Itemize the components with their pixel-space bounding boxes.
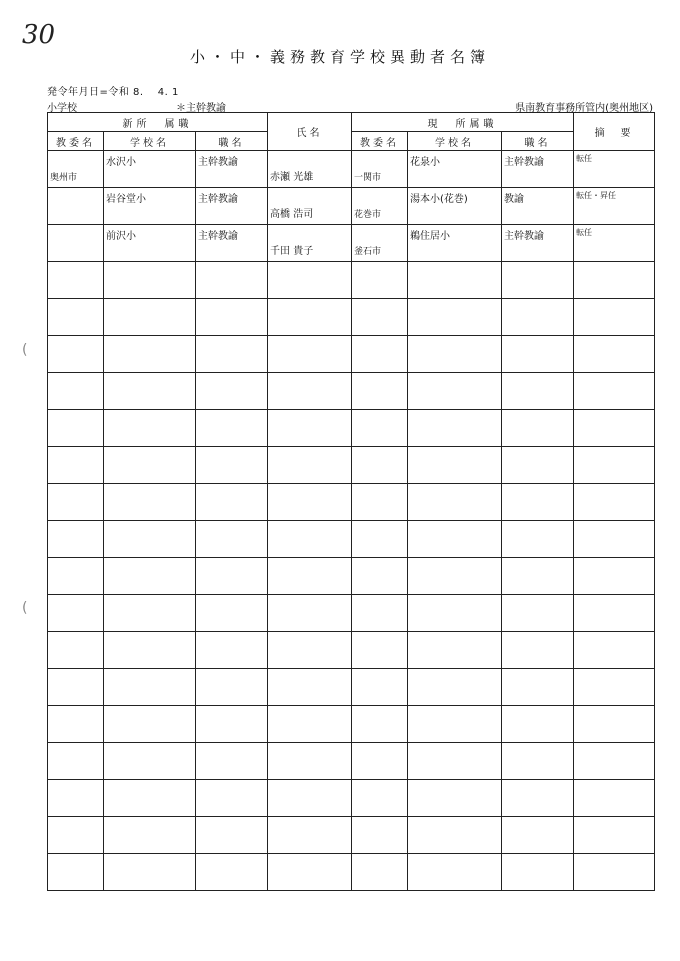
empty-cell xyxy=(408,743,502,780)
empty-cell xyxy=(502,262,574,299)
empty-cell xyxy=(352,558,408,595)
empty-cell xyxy=(408,410,502,447)
current-board-cell: 釜石市 xyxy=(352,225,408,262)
empty-cell xyxy=(196,521,268,558)
empty-cell xyxy=(104,336,196,373)
new-board-cell xyxy=(48,188,104,225)
empty-cell xyxy=(48,632,104,669)
empty-cell xyxy=(408,854,502,891)
empty-cell xyxy=(104,484,196,521)
empty-cell xyxy=(574,817,655,854)
document-title: 小・中・義務教育学校異動者名簿 xyxy=(189,48,490,66)
header-current-affiliation: 現 所属職 xyxy=(352,113,574,132)
new-position-cell: 主幹教諭 xyxy=(196,225,268,262)
empty-cell xyxy=(48,447,104,484)
empty-cell xyxy=(352,817,408,854)
empty-row xyxy=(48,632,655,669)
empty-cell xyxy=(352,299,408,336)
empty-cell xyxy=(104,262,196,299)
empty-cell xyxy=(104,447,196,484)
current-school-cell: 花泉小 xyxy=(408,151,502,188)
empty-cell xyxy=(48,410,104,447)
empty-cell xyxy=(196,854,268,891)
empty-cell xyxy=(268,262,352,299)
empty-cell xyxy=(352,410,408,447)
empty-cell xyxy=(268,817,352,854)
empty-cell xyxy=(408,595,502,632)
empty-cell xyxy=(104,558,196,595)
new-position-cell: 主幹教諭 xyxy=(196,188,268,225)
empty-cell xyxy=(502,817,574,854)
empty-cell xyxy=(408,299,502,336)
empty-cell xyxy=(502,336,574,373)
current-board-cell: 花巻市 xyxy=(352,188,408,225)
empty-cell xyxy=(268,373,352,410)
empty-cell xyxy=(502,521,574,558)
empty-cell xyxy=(196,558,268,595)
issue-date: 発令年月日=令和 8. 4. 1 xyxy=(47,87,179,98)
header-remarks: 摘 要 xyxy=(574,113,655,151)
empty-row xyxy=(48,521,655,558)
empty-cell xyxy=(196,484,268,521)
empty-cell xyxy=(48,373,104,410)
current-position-cell: 主幹教諭 xyxy=(502,225,574,262)
current-position-cell: 主幹教諭 xyxy=(502,151,574,188)
empty-cell xyxy=(196,632,268,669)
new-position-cell: 主幹教諭 xyxy=(196,151,268,188)
empty-cell xyxy=(196,336,268,373)
empty-cell xyxy=(48,780,104,817)
empty-cell xyxy=(268,706,352,743)
empty-cell xyxy=(104,706,196,743)
empty-cell xyxy=(196,262,268,299)
empty-cell xyxy=(48,669,104,706)
empty-row xyxy=(48,669,655,706)
transfer-roster-table xyxy=(47,112,655,891)
current-position-cell: 教諭 xyxy=(502,188,574,225)
empty-cell xyxy=(48,595,104,632)
empty-row xyxy=(48,410,655,447)
empty-row xyxy=(48,780,655,817)
new-school-cell: 前沢小 xyxy=(104,225,196,262)
empty-cell xyxy=(196,299,268,336)
empty-cell xyxy=(574,373,655,410)
header-new-position: 職名 xyxy=(196,132,268,151)
empty-cell xyxy=(196,669,268,706)
empty-cell xyxy=(104,817,196,854)
header-new-board: 教委名 xyxy=(48,132,104,151)
empty-cell xyxy=(48,336,104,373)
empty-cell xyxy=(408,521,502,558)
empty-cell xyxy=(196,780,268,817)
empty-cell xyxy=(408,484,502,521)
empty-cell xyxy=(352,780,408,817)
remarks-cell: 転任 xyxy=(574,151,655,188)
empty-cell xyxy=(104,854,196,891)
empty-cell xyxy=(574,854,655,891)
empty-cell xyxy=(196,706,268,743)
empty-cell xyxy=(268,632,352,669)
empty-cell xyxy=(502,484,574,521)
empty-cell xyxy=(104,521,196,558)
new-board-cell: 奥州市 xyxy=(48,151,104,188)
empty-cell xyxy=(574,706,655,743)
empty-cell xyxy=(352,706,408,743)
empty-cell xyxy=(502,558,574,595)
empty-cell xyxy=(352,484,408,521)
header-name: 氏名 xyxy=(268,113,352,151)
empty-cell xyxy=(104,632,196,669)
empty-cell xyxy=(268,410,352,447)
empty-cell xyxy=(408,669,502,706)
empty-cell xyxy=(502,743,574,780)
empty-cell xyxy=(408,706,502,743)
empty-cell xyxy=(268,336,352,373)
empty-cell xyxy=(574,447,655,484)
empty-row xyxy=(48,484,655,521)
empty-row xyxy=(48,854,655,891)
table-row xyxy=(48,151,655,188)
position-type: ＊主幹教諭 xyxy=(176,103,226,114)
empty-cell xyxy=(574,632,655,669)
empty-cell xyxy=(196,373,268,410)
empty-cell xyxy=(196,447,268,484)
empty-cell xyxy=(352,632,408,669)
empty-cell xyxy=(502,373,574,410)
header-current-position: 職名 xyxy=(502,132,574,151)
empty-cell xyxy=(268,447,352,484)
empty-cell xyxy=(268,743,352,780)
empty-cell xyxy=(408,447,502,484)
table-row xyxy=(48,188,655,225)
empty-row xyxy=(48,336,655,373)
empty-row xyxy=(48,299,655,336)
empty-cell xyxy=(104,373,196,410)
name-cell: 赤瀬 光雄 xyxy=(268,151,352,188)
empty-cell xyxy=(352,743,408,780)
empty-cell xyxy=(268,854,352,891)
empty-cell xyxy=(196,743,268,780)
empty-cell xyxy=(574,410,655,447)
empty-row xyxy=(48,447,655,484)
office-name: 県南教育事務所管内(奥州地区) xyxy=(515,103,653,114)
empty-cell xyxy=(104,743,196,780)
current-board-cell: 一関市 xyxy=(352,151,408,188)
empty-cell xyxy=(408,780,502,817)
empty-row xyxy=(48,817,655,854)
empty-cell xyxy=(574,558,655,595)
empty-cell xyxy=(408,817,502,854)
empty-cell xyxy=(574,669,655,706)
empty-cell xyxy=(352,447,408,484)
empty-cell xyxy=(352,262,408,299)
empty-cell xyxy=(196,817,268,854)
empty-cell xyxy=(268,669,352,706)
empty-cell xyxy=(104,780,196,817)
empty-cell xyxy=(268,595,352,632)
empty-row xyxy=(48,743,655,780)
empty-cell xyxy=(268,521,352,558)
header-current-school: 学校名 xyxy=(408,132,502,151)
margin-mark: ( xyxy=(22,342,28,358)
empty-cell xyxy=(268,780,352,817)
current-school-cell: 湯本小(花巻) xyxy=(408,188,502,225)
empty-cell xyxy=(104,299,196,336)
empty-cell xyxy=(268,484,352,521)
empty-cell xyxy=(196,410,268,447)
school-type: 小学校 xyxy=(47,103,77,114)
empty-cell xyxy=(352,669,408,706)
empty-cell xyxy=(352,336,408,373)
empty-cell xyxy=(48,706,104,743)
empty-row xyxy=(48,262,655,299)
empty-cell xyxy=(502,410,574,447)
empty-cell xyxy=(352,595,408,632)
empty-cell xyxy=(502,854,574,891)
page-number: 30 xyxy=(22,20,56,50)
empty-cell xyxy=(574,780,655,817)
empty-cell xyxy=(48,521,104,558)
remarks-cell: 転任 xyxy=(574,225,655,262)
empty-cell xyxy=(502,706,574,743)
empty-cell xyxy=(408,336,502,373)
empty-cell xyxy=(268,299,352,336)
empty-cell xyxy=(408,262,502,299)
header-current-board: 教委名 xyxy=(352,132,408,151)
table-row xyxy=(48,225,655,262)
empty-cell xyxy=(408,632,502,669)
margin-mark: ( xyxy=(22,600,28,616)
empty-cell xyxy=(48,854,104,891)
empty-cell xyxy=(352,373,408,410)
empty-cell xyxy=(408,373,502,410)
empty-cell xyxy=(48,817,104,854)
empty-cell xyxy=(574,484,655,521)
empty-cell xyxy=(48,743,104,780)
empty-cell xyxy=(502,595,574,632)
header-new-affiliation: 新所 属職 xyxy=(48,113,268,132)
empty-cell xyxy=(502,632,574,669)
empty-cell xyxy=(48,484,104,521)
empty-cell xyxy=(502,780,574,817)
empty-row xyxy=(48,595,655,632)
name-cell: 高橋 浩司 xyxy=(268,188,352,225)
empty-cell xyxy=(104,595,196,632)
empty-cell xyxy=(104,669,196,706)
empty-cell xyxy=(48,558,104,595)
empty-row xyxy=(48,373,655,410)
empty-cell xyxy=(196,595,268,632)
header-new-school: 学校名 xyxy=(104,132,196,151)
empty-row xyxy=(48,558,655,595)
empty-cell xyxy=(574,262,655,299)
empty-cell xyxy=(502,447,574,484)
empty-cell xyxy=(268,558,352,595)
empty-cell xyxy=(574,743,655,780)
empty-cell xyxy=(502,299,574,336)
empty-cell xyxy=(574,299,655,336)
new-board-cell xyxy=(48,225,104,262)
new-school-cell: 岩谷堂小 xyxy=(104,188,196,225)
empty-cell xyxy=(48,262,104,299)
empty-cell xyxy=(352,521,408,558)
empty-cell xyxy=(408,558,502,595)
name-cell: 千田 貴子 xyxy=(268,225,352,262)
remarks-cell: 転任・昇任 xyxy=(574,188,655,225)
new-school-cell: 水沢小 xyxy=(104,151,196,188)
current-school-cell: 鵜住居小 xyxy=(408,225,502,262)
empty-cell xyxy=(574,595,655,632)
empty-cell xyxy=(352,854,408,891)
empty-cell xyxy=(574,336,655,373)
empty-cell xyxy=(48,299,104,336)
empty-cell xyxy=(502,669,574,706)
empty-row xyxy=(48,706,655,743)
empty-cell xyxy=(104,410,196,447)
empty-cell xyxy=(574,521,655,558)
